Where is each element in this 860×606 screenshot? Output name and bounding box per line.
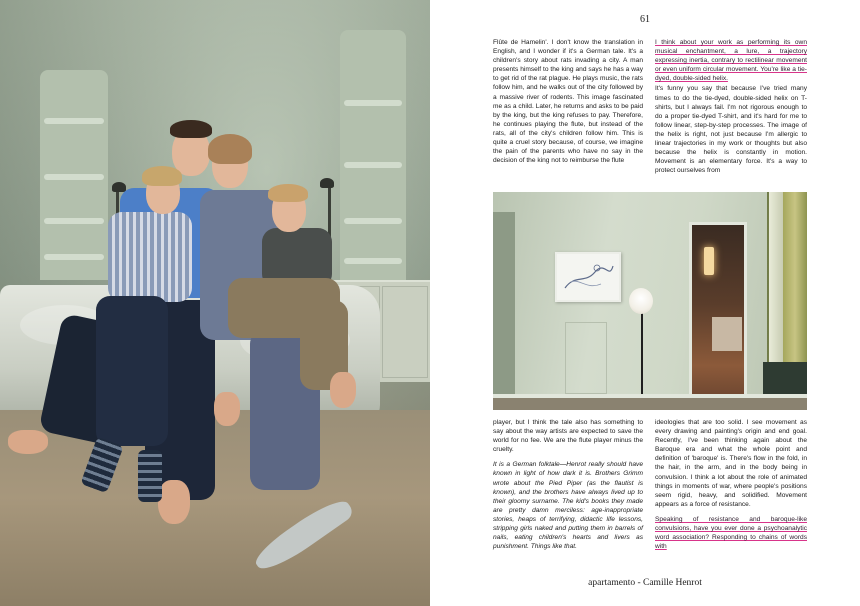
column-bottom-left: [493, 418, 643, 552]
interview-question: Speaking of resistance and baroque-like convulsions, have you ever done a psychoanalytic word association? Responding to chains of words with: [655, 515, 807, 551]
paragraph: Flûte de Hamelin'. I don't know the translation in English, and I wonder if it's a German tale. It's a children's story about rats invading a city. A man presents himself to the king and says he has a way to get rid of the rat plague. He plays music, the rats follow him, and he walks out of the city followed by a massive river of rodents. This image fascinated me as a child. Later, he returns and asks to be paid by the king, but the king refuses to pay. Therefore, he continues playing the flute, but instead of the rats, all of the city's children follow him. This is quite a cruel story because, of course, we imagine the pain of the parents who have no say in the decision of the king not to reimburse the flute: [493, 39, 643, 165]
paragraph: player, but I think the tale also has something to say about the way artists are expected to save the world for no fee. We are the flute player minus the cruelty.: [493, 419, 643, 454]
window-sill: [763, 362, 807, 394]
editorial-aside: It is a German folktale—Henrot really should have known in light of how dark it is. Brothers Grimm wrote about the Pied Piper (as the flautist is known), and the brothers have always lived up to their gloomy surname. The kid's books they made are pretty damn merciless: age-inappropriate stories, heaps of terrifying, didactic life lessons, stripping girls naked and putting them in barrels of nails, eating children's hearts and livers as punishment. Things like that.: [493, 461, 643, 551]
carpet: [0, 410, 430, 606]
column-top-right: [655, 38, 807, 176]
column-bottom-right: [655, 418, 807, 552]
interview-answer: It's funny you say that because I've tried many times to do the tie-dyed, double-sided helix on T-shirts, but I always fail. I'm not rigorous enough to do a proper tie-dyed T-shirt, and it's hard for me to follow linear, step-by-step processes. The image of the helix is right, not just because I'm allergic to linear trajectories in my work or thoughts but also because the helix is constantly in motion. Movement is an elementary force. It's a way to protect ourselves from: [655, 85, 807, 175]
floor-lamp-pole: [641, 302, 643, 397]
column-top-left: [493, 38, 643, 166]
drawing-sketch-icon: [557, 254, 619, 300]
right-lamp-head: [320, 178, 334, 188]
counter: [712, 317, 742, 351]
interior-photo: [493, 192, 807, 410]
doorway: [689, 222, 747, 404]
right-shelf-unit: [340, 30, 406, 280]
floor-lamp-globe: [629, 288, 653, 314]
wall-panel: [565, 322, 607, 394]
page-number: 61: [640, 14, 650, 25]
interior-left-door: [493, 212, 515, 398]
left-shelf-unit: [40, 70, 108, 280]
floor: [493, 398, 807, 410]
interview-question: I think about your work as performing its own musical enchantment, a lure, a trajectory expressing inertia, contrary to rectilinear movement or even uniform circular movement. You're like a tie-dyed, double-sided helix.: [655, 39, 807, 83]
running-footer: apartamento - Camille Henrot: [588, 578, 702, 588]
paragraph: ideologies that are too solid. I see movement as every drawing and painting's origin and end goal. Recently, I've been thinking again about the Baroque era and what the whole point and definition of 'baroque' is. There's flow in the fold, in the hair, in the arm, and in the body being in convulsion. I think a lot about the role of animated things in moments of war, where people's positions seem rigid, heavy, and solidified. Movement appears as a force of resistance.: [655, 419, 807, 508]
text-page: [430, 0, 860, 606]
wall-light: [704, 247, 714, 275]
framed-drawing: [555, 252, 621, 302]
